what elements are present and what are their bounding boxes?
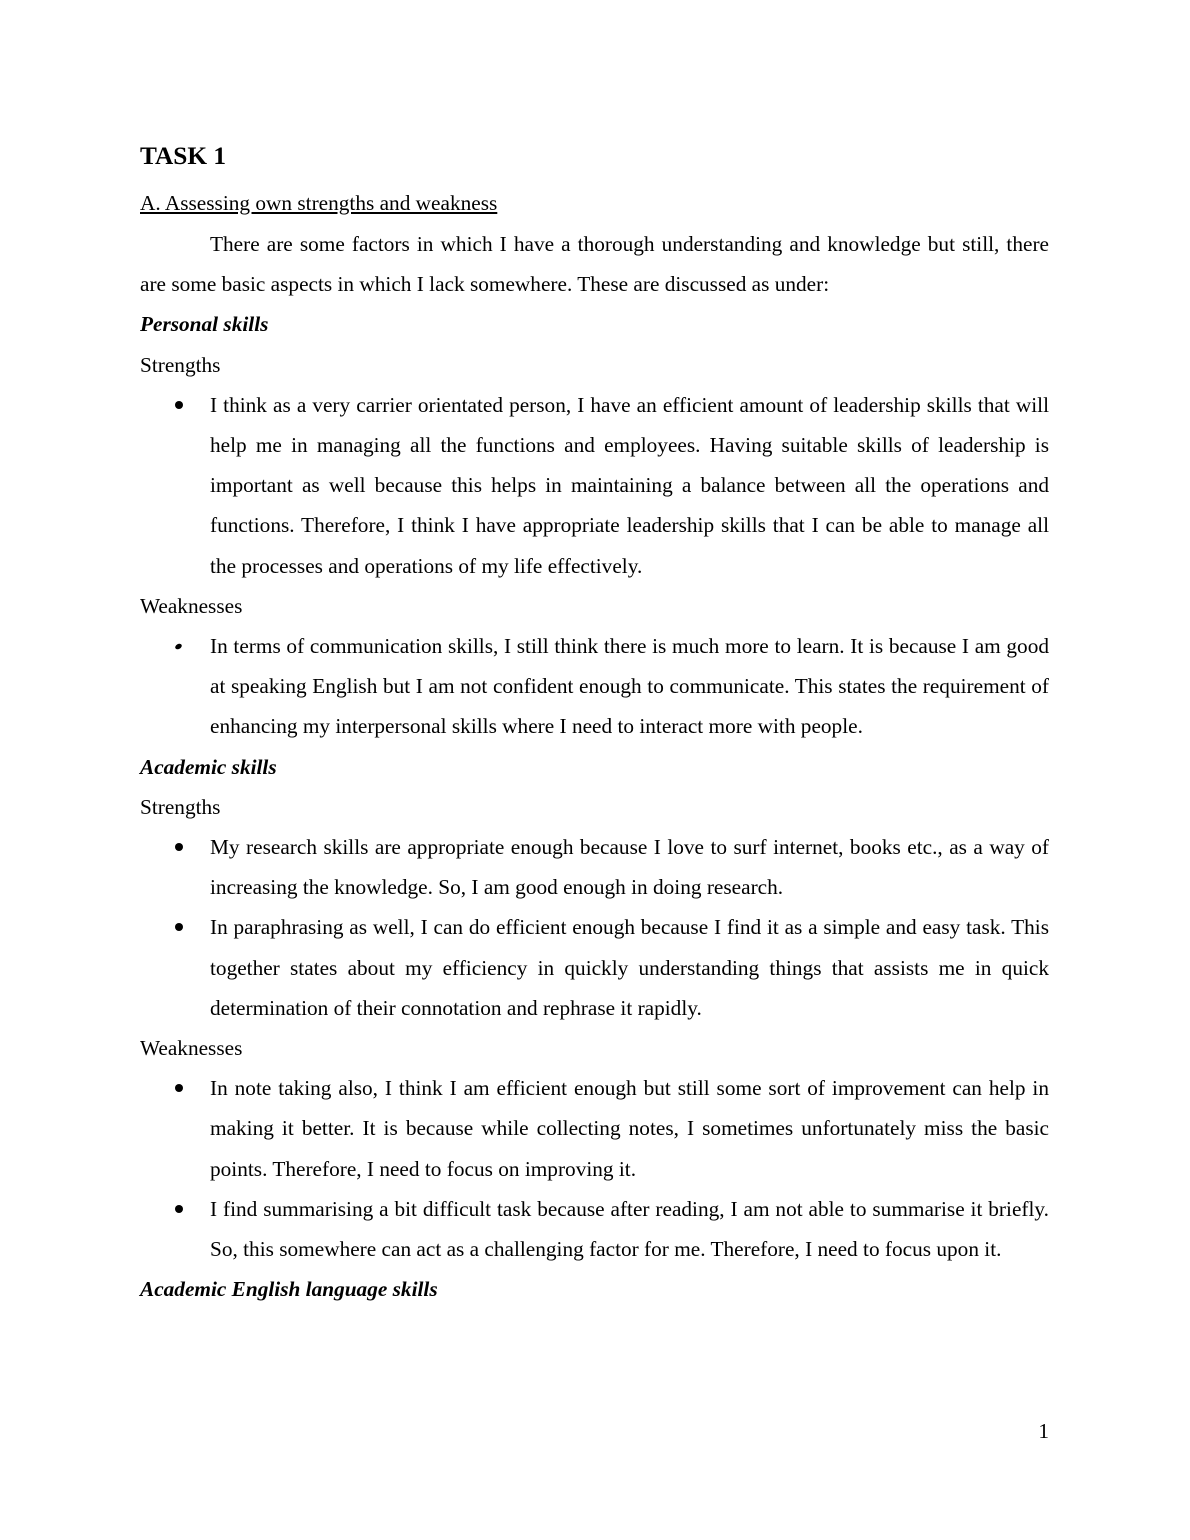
- academic-strengths-list: [140, 827, 1049, 1028]
- english-skills-heading: Academic English language skills: [140, 1277, 438, 1302]
- bullet-icon: [175, 1084, 183, 1092]
- section-a-heading: A. Assessing own strengths and weakness: [140, 191, 498, 215]
- page-number: 1: [1038, 1419, 1049, 1443]
- list-item-text: I find summarising a bit difficult task because after reading, I am not able to summarise it briefly. So, this somewhere can act as a challenging factor for me. Therefore, I need to focus upon it.: [210, 1196, 1049, 1262]
- personal-strengths-list: [140, 385, 1049, 586]
- academic-skills-heading: Academic skills: [140, 754, 277, 779]
- list-item: [140, 827, 1049, 907]
- academic-strengths-label: Strengths: [140, 794, 221, 819]
- list-item-text: I think as a very carrier orientated person, I have an efficient amount of leadership skills that will help me in managing all the functions and employees. Having suitable skills of leadership is important as well because this helps in maintaining a balance between all the operations and functions. Therefore, I think I have appropriate leadership skills that I can be able to manage all the processes and operations of my life effectively.: [210, 392, 1049, 578]
- list-item-text: My research skills are appropriate enough because I love to surf internet, books etc., as a way of increasing the knowledge. So, I am good enough in doing research.: [210, 835, 1049, 900]
- personal-weaknesses-label: Weaknesses: [140, 593, 243, 618]
- academic-weaknesses-label: Weaknesses: [140, 1036, 243, 1061]
- personal-weaknesses-list: [140, 626, 1049, 747]
- list-item-text: In paraphrasing as well, I can do efficient enough because I find it as a simple and easy task. This together states about my efficiency in quickly understanding things that assists me in quick determination of their connotation and rephrase it rapidly.: [210, 915, 1049, 1020]
- bullet-icon: [175, 923, 183, 931]
- personal-strengths-label: Strengths: [140, 352, 221, 377]
- list-item: [140, 385, 1049, 586]
- bullet-icon: [175, 843, 183, 851]
- academic-weaknesses-list: [140, 1068, 1049, 1269]
- list-item: [140, 1068, 1049, 1189]
- list-item-text: In note taking also, I think I am efficient enough but still some sort of improvement can help in making it better. It is because while collecting notes, I sometimes unfortunately miss the basic points. Therefore, I need to focus on improving it.: [210, 1076, 1049, 1181]
- list-item: [140, 626, 1049, 747]
- personal-skills-heading: Personal skills: [140, 312, 269, 337]
- document-title: TASK 1: [140, 142, 226, 170]
- list-item-text: In terms of communication skills, I still think there is much more to learn. It is because I am good at speaking English but I am not confident enough to communicate. This states the requirement of enhancing my interpersonal skills where I need to interact more with people.: [210, 634, 1049, 739]
- intro-paragraph: There are some factors in which I have a thorough understanding and knowledge but still, there are some basic aspects in which I lack somewhere. These are discussed as under:: [140, 232, 1049, 297]
- bullet-icon: [175, 1205, 183, 1213]
- bullet-icon: [175, 401, 183, 409]
- bullet-icon: [174, 643, 183, 651]
- page-content: [140, 138, 1049, 1309]
- list-item: [140, 907, 1049, 1028]
- list-item: [140, 1189, 1049, 1269]
